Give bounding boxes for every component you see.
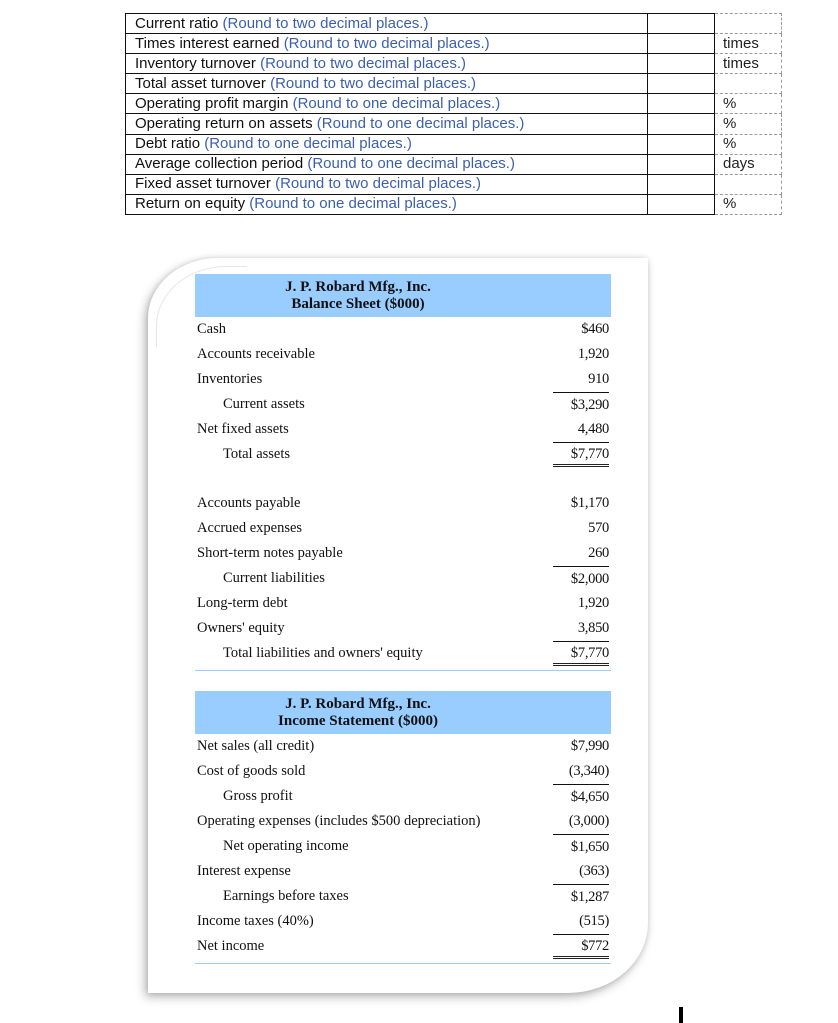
line-item-amount: (363) xyxy=(579,863,609,879)
line-item-label: Cash xyxy=(197,321,226,337)
ratio-label-cell xyxy=(126,14,648,34)
statement-row xyxy=(195,342,611,367)
ratio-answer-input[interactable] xyxy=(648,74,715,94)
ratio-answer-input[interactable] xyxy=(648,174,715,194)
ratio-unit: % xyxy=(715,134,782,154)
rounding-hint: (Round to one decimal places.) xyxy=(292,94,501,112)
ratio-label: Current ratio xyxy=(135,14,219,32)
line-item-amount: 260 xyxy=(588,545,609,561)
ratio-label: Return on equity xyxy=(135,195,246,213)
ratio-answer-input[interactable] xyxy=(648,54,715,74)
ratio-row xyxy=(126,174,782,194)
ratio-label: Operating profit margin xyxy=(135,94,289,112)
balance-sheet-header xyxy=(195,274,611,317)
statement-row xyxy=(195,784,611,809)
ratio-label-cell xyxy=(126,134,648,154)
line-item-amount: $3,290 xyxy=(553,392,609,418)
rounding-hint: (Round to one decimal places.) xyxy=(249,195,457,213)
line-item-label: Total liabilities and owners' equity xyxy=(223,645,423,661)
rounding-hint: (Round to one decimal places.) xyxy=(307,155,515,173)
statement-row xyxy=(195,734,611,759)
line-item-label: Inventories xyxy=(197,371,263,387)
statement-row xyxy=(195,591,611,616)
statement-row xyxy=(195,392,611,417)
income-statement xyxy=(195,691,611,964)
ratio-answer-input[interactable] xyxy=(648,14,715,34)
line-item-label: Owners' equity xyxy=(197,620,285,636)
ratio-answer-input[interactable] xyxy=(648,114,715,134)
income-statement-rows xyxy=(195,734,611,959)
ratio-unit xyxy=(715,74,782,94)
ratio-row xyxy=(126,114,782,134)
statement-row xyxy=(195,641,611,666)
statement-row xyxy=(195,759,611,784)
ratio-row xyxy=(126,194,782,214)
ratio-label-cell xyxy=(126,54,648,74)
ratio-unit: times xyxy=(715,54,782,74)
ratio-unit: % xyxy=(715,114,782,134)
line-item-label: Net operating income xyxy=(223,838,349,854)
ratio-label: Times interest earned xyxy=(135,34,280,52)
line-item-amount: 1,920 xyxy=(577,595,609,611)
rounding-hint: (Round to two decimal places.) xyxy=(260,54,467,72)
ratio-unit: % xyxy=(715,94,782,114)
line-item-amount: 1,920 xyxy=(577,346,609,362)
ratio-answer-input[interactable] xyxy=(648,34,715,54)
line-item-label: Current assets xyxy=(223,396,305,412)
line-item-amount: $1,287 xyxy=(553,884,609,910)
statement-row xyxy=(195,616,611,641)
ratio-label: Operating return on assets xyxy=(135,115,313,133)
line-item-amount: (3,340) xyxy=(568,763,609,779)
line-item-label: Long-term debt xyxy=(197,595,288,611)
ratio-label: Fixed asset turnover xyxy=(135,175,271,193)
ratio-label: Average collection period xyxy=(135,155,304,173)
line-item-amount: $1,650 xyxy=(553,834,609,860)
statement-row xyxy=(195,934,611,959)
line-item-amount: $1,170 xyxy=(570,495,609,511)
income-statement-company: J. P. Robard Mfg., Inc. xyxy=(285,696,431,712)
line-item-amount: 4,480 xyxy=(577,421,609,437)
ratio-row xyxy=(126,54,782,74)
statement-row xyxy=(195,566,611,591)
statement-row xyxy=(195,317,611,342)
statement-row xyxy=(195,809,611,834)
ratio-row xyxy=(126,34,782,54)
ratio-label: Inventory turnover xyxy=(135,54,256,72)
ratio-label-cell xyxy=(126,194,648,214)
ratio-row xyxy=(126,74,782,94)
ratio-unit xyxy=(715,14,782,34)
statement-row xyxy=(195,417,611,442)
income-statement-title: Income Statement ($000) xyxy=(278,713,438,729)
statement-row xyxy=(195,491,611,516)
line-item-label: Earnings before taxes xyxy=(223,888,349,904)
line-item-label: Gross profit xyxy=(223,788,293,804)
statement-row xyxy=(195,541,611,566)
ratio-unit: days xyxy=(715,154,782,174)
ratio-row xyxy=(126,134,782,154)
statement-row xyxy=(195,367,611,392)
ratio-answer-input[interactable] xyxy=(648,134,715,154)
ratio-unit: % xyxy=(715,194,782,214)
rounding-hint: (Round to two decimal places.) xyxy=(275,175,482,193)
line-item-label: Current liabilities xyxy=(223,570,325,586)
ratio-label-cell xyxy=(126,154,648,174)
line-item-amount: $2,000 xyxy=(553,566,609,592)
line-item-label: Net sales (all credit) xyxy=(197,738,315,754)
ratio-label-cell xyxy=(126,74,648,94)
assets-section xyxy=(195,317,611,467)
ratio-answer-input[interactable] xyxy=(648,94,715,114)
balance-sheet-bottom-rule xyxy=(195,670,611,671)
rounding-hint: (Round to two decimal places.) xyxy=(283,34,490,52)
line-item-label: Net income xyxy=(197,938,265,954)
ratio-unit xyxy=(715,174,782,194)
line-item-amount: $772 xyxy=(553,934,609,959)
line-item-amount: $4,650 xyxy=(553,784,609,810)
line-item-label: Accounts receivable xyxy=(197,346,315,362)
line-item-label: Accounts payable xyxy=(197,495,301,511)
line-item-label: Interest expense xyxy=(197,863,291,879)
ratio-row xyxy=(126,154,782,174)
line-item-label: Cost of goods sold xyxy=(197,763,306,779)
line-item-amount: $7,990 xyxy=(570,738,609,754)
rounding-hint: (Round to two decimal places.) xyxy=(270,74,477,92)
liabilities-section xyxy=(195,491,611,666)
statement-row xyxy=(195,834,611,859)
financial-statements-card xyxy=(148,258,648,993)
line-item-label: Short-term notes payable xyxy=(197,545,343,561)
ratio-label-cell xyxy=(126,174,648,194)
income-statement-bottom-rule xyxy=(195,963,611,964)
statement-row xyxy=(195,909,611,934)
line-item-amount: 910 xyxy=(588,371,609,387)
line-item-amount: $460 xyxy=(581,321,609,337)
balance-sheet-company: J. P. Robard Mfg., Inc. xyxy=(285,279,431,295)
line-item-amount: 570 xyxy=(588,520,609,536)
ratio-label-cell xyxy=(126,114,648,134)
statement-row xyxy=(195,442,611,467)
ratio-row xyxy=(126,94,782,114)
line-item-amount: $7,770 xyxy=(553,442,609,467)
line-item-label: Operating expenses (includes $500 depreciation) xyxy=(197,813,481,829)
line-item-amount: (515) xyxy=(579,913,609,929)
ratio-label: Total asset turnover xyxy=(135,74,266,92)
line-item-label: Accrued expenses xyxy=(197,520,303,536)
ratio-answer-table xyxy=(125,13,782,215)
ratio-unit: times xyxy=(715,34,782,54)
statement-row xyxy=(195,516,611,541)
ratio-answer-input[interactable] xyxy=(648,154,715,174)
text-cursor-icon xyxy=(679,1007,683,1023)
ratio-label-cell xyxy=(126,34,648,54)
ratio-row xyxy=(126,14,782,34)
line-item-label: Net fixed assets xyxy=(197,421,289,437)
line-item-amount: $7,770 xyxy=(553,641,609,666)
statement-row xyxy=(195,884,611,909)
line-item-label: Income taxes (40%) xyxy=(197,913,314,929)
rounding-hint: (Round to one decimal places.) xyxy=(316,115,525,133)
rounding-hint: (Round to one decimal places.) xyxy=(204,135,412,153)
ratio-label-cell xyxy=(126,94,648,114)
line-item-amount: (3,000) xyxy=(568,813,609,829)
statement-row xyxy=(195,859,611,884)
balance-sheet-title: Balance Sheet ($000) xyxy=(291,296,425,312)
income-statement-header xyxy=(195,691,611,734)
ratio-label: Debt ratio xyxy=(135,135,201,153)
line-item-label: Total assets xyxy=(223,446,291,462)
line-item-amount: 3,850 xyxy=(577,620,609,636)
rounding-hint: (Round to two decimal places.) xyxy=(222,14,429,32)
balance-sheet xyxy=(195,274,611,671)
ratio-answer-input[interactable] xyxy=(648,194,715,214)
